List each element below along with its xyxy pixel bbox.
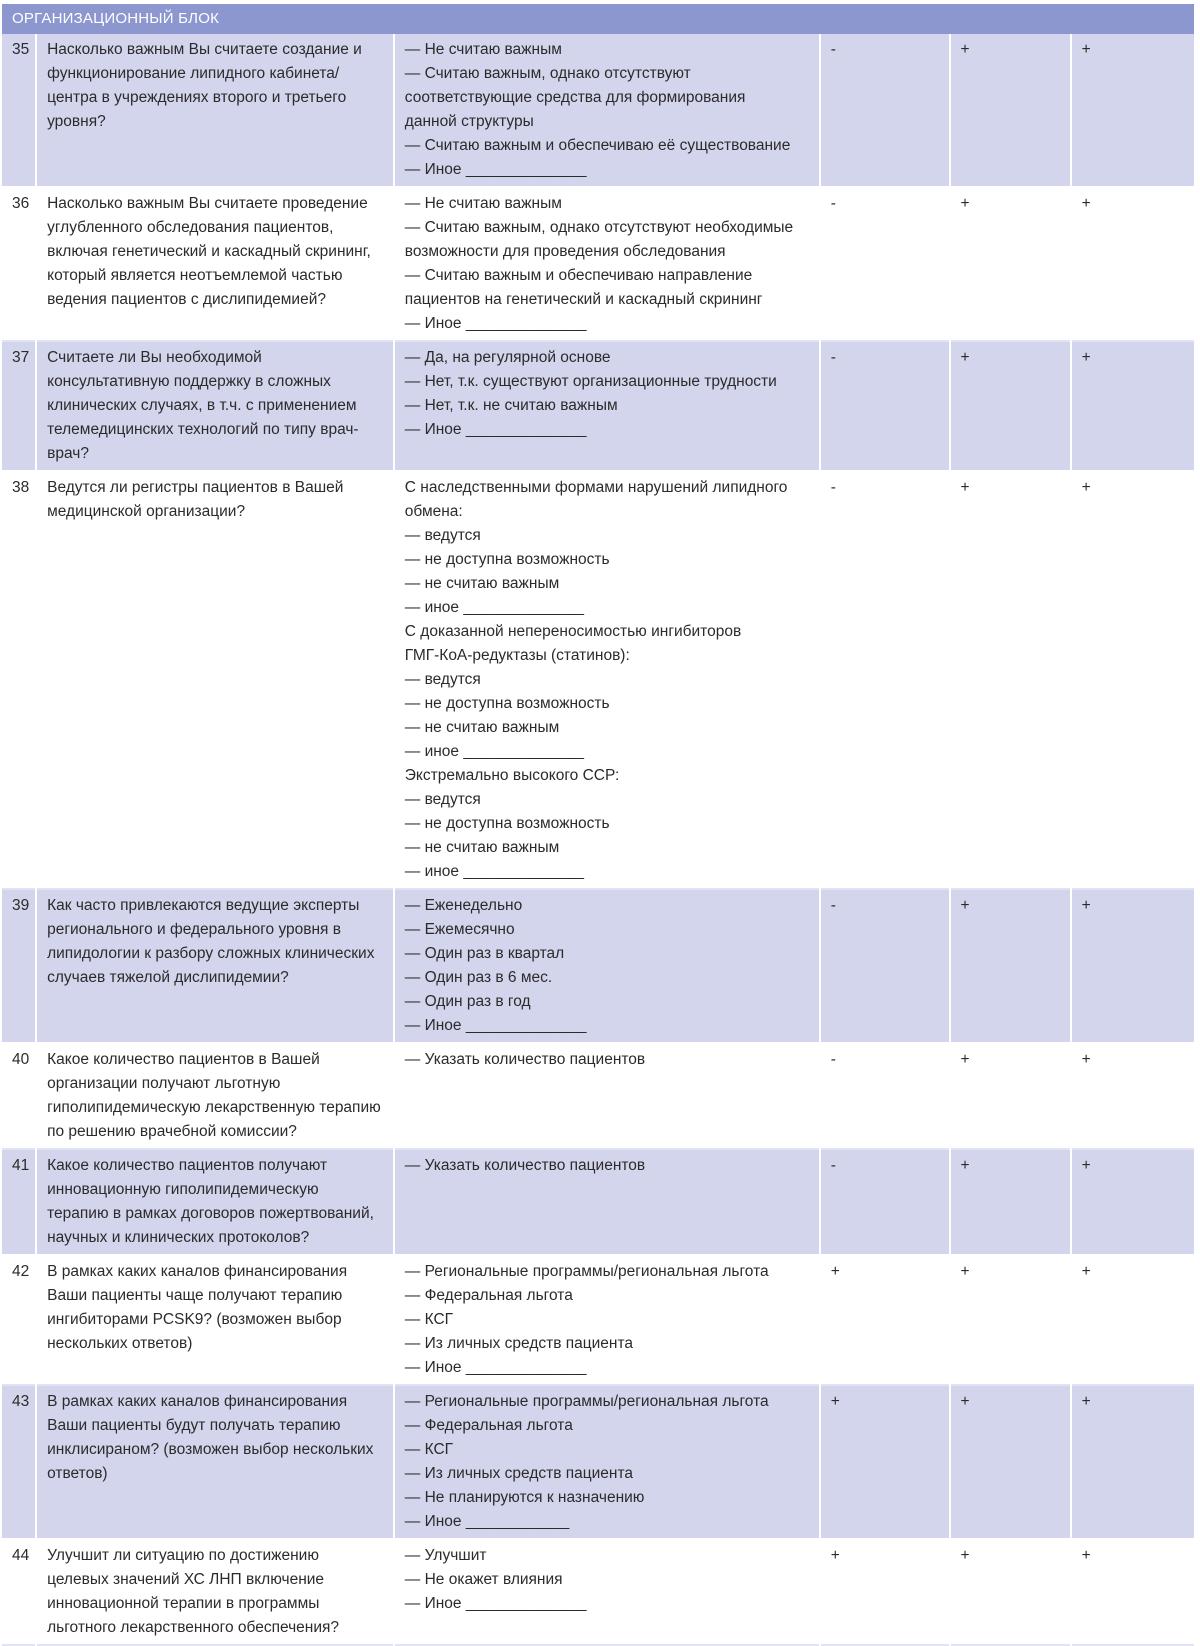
question-text: Считаете ли Вы необходимой консультативную поддержку в сложных клинических случаях, в т.ч. с применением телемедицинских технологий по типу врач-врач?	[36, 341, 394, 471]
mark-symbol: +	[830, 1263, 840, 1280]
answer-option: — Один раз в квартал	[404, 945, 565, 962]
mark-cell	[950, 34, 1071, 187]
mark-cell	[820, 471, 950, 889]
mark-symbol: -	[830, 479, 836, 496]
answer-option: — Ежемесячно	[404, 921, 515, 938]
mark-cell	[1071, 889, 1195, 1043]
mark-cell	[950, 1149, 1071, 1255]
answer-option: — ведутся	[404, 671, 481, 688]
question-text: Насколько важным Вы считаете создание и функционирование липидного кабинета/ центра в учреждениях второго и третьего уровня?	[36, 34, 394, 187]
answer-options	[394, 1385, 820, 1539]
mark-cell	[1071, 187, 1195, 341]
answer-option: — Не окажет влияния	[404, 1571, 563, 1588]
answer-option: возможности для проведения обследования	[404, 243, 726, 260]
answer-option: ГМГ-КоА-редуктазы (статинов):	[404, 647, 630, 664]
answer-options	[394, 1043, 820, 1149]
section-title: ОРГАНИЗАЦИОННЫЙ БЛОК	[2, 4, 1195, 34]
mark-symbol: +	[1081, 1547, 1091, 1564]
questionnaire-table	[2, 4, 1196, 1646]
mark-symbol: +	[960, 479, 970, 496]
question-text: В рамках каких каналов финансирования Ваши пациенты чаще получают терапию ингибиторами PCSK9? (возможен выбор нескольких ответов)	[36, 1255, 394, 1385]
section-header-row	[2, 4, 1195, 34]
mark-symbol: +	[1081, 349, 1091, 366]
table-row	[2, 1539, 1195, 1645]
answer-option: — Нет, т.к. существуют организационные трудности	[404, 373, 777, 390]
mark-cell	[820, 1385, 950, 1539]
mark-cell	[950, 187, 1071, 341]
answer-options	[394, 187, 820, 341]
mark-symbol: +	[960, 195, 970, 212]
answer-option: — Из личных средств пациента	[404, 1465, 634, 1482]
mark-cell	[950, 1043, 1071, 1149]
answer-option: — Не считаю важным	[404, 41, 562, 58]
answer-option: — Считаю важным, однако отсутствуют необходимые	[404, 219, 794, 236]
answer-option: — Иное ____________	[404, 1513, 570, 1530]
answer-option: — ведутся	[404, 527, 481, 544]
mark-cell	[820, 1255, 950, 1385]
question-text: Улучшит ли ситуацию по достижению целевых значений ХС ЛНП включение инновационной терапии в программы льготного лекарственного обеспечения?	[36, 1539, 394, 1645]
answer-option: — Один раз в год	[404, 993, 531, 1010]
question-text: В рамках каких каналов финансирования Ваши пациенты будут получать терапию инклисираном? (возможен выбор нескольких ответов)	[36, 1385, 394, 1539]
question-text: Как часто привлекаются ведущие эксперты регионального и федерального уровня в липидологии к разбору сложных клинических случаев тяжелой дислипидемии?	[36, 889, 394, 1043]
answer-option: — КСГ	[404, 1441, 454, 1458]
answer-option: — Иное ______________	[404, 1359, 587, 1376]
mark-cell	[1071, 34, 1195, 187]
mark-symbol: -	[830, 349, 836, 366]
answer-option: — Иное ______________	[404, 1017, 587, 1034]
answer-option: пациентов на генетический и каскадный скрининг	[404, 291, 763, 308]
question-number: 40	[2, 1043, 36, 1149]
table-row	[2, 34, 1195, 187]
answer-option: — Иное ______________	[404, 1595, 587, 1612]
mark-symbol: -	[830, 1157, 836, 1174]
mark-symbol: -	[830, 1051, 836, 1068]
answer-option: — Иное ______________	[404, 421, 587, 438]
mark-cell	[1071, 1043, 1195, 1149]
table-row	[2, 1385, 1195, 1539]
mark-cell	[820, 34, 950, 187]
answer-option: С наследственными формами нарушений липидного	[404, 479, 788, 496]
answer-option: — Федеральная льгота	[404, 1287, 573, 1304]
mark-cell	[1071, 1149, 1195, 1255]
answer-option: данной структуры	[404, 113, 534, 130]
mark-cell	[950, 341, 1071, 471]
answer-option: — Не считаю важным	[404, 195, 562, 212]
mark-symbol: +	[960, 1157, 970, 1174]
mark-cell	[820, 341, 950, 471]
mark-symbol: +	[1081, 1393, 1091, 1410]
answer-option: — ведутся	[404, 791, 481, 808]
mark-symbol: +	[1081, 897, 1091, 914]
answer-option: С доказанной непереносимостью ингибиторов	[404, 623, 742, 640]
answer-option: — иное ______________	[404, 743, 585, 760]
mark-cell	[1071, 341, 1195, 471]
mark-symbol: +	[960, 1051, 970, 1068]
answer-options	[394, 341, 820, 471]
answer-option: — не считаю важным	[404, 719, 560, 736]
answer-option: — Еженедельно	[404, 897, 523, 914]
answer-option: — Иное ______________	[404, 161, 587, 178]
answer-option: — Не планируются к назначению	[404, 1489, 645, 1506]
table-row	[2, 341, 1195, 471]
answer-option: — Из личных средств пациента	[404, 1335, 634, 1352]
answer-options	[394, 889, 820, 1043]
mark-symbol: +	[1081, 1263, 1091, 1280]
mark-cell	[820, 187, 950, 341]
answer-option: — Иное ______________	[404, 315, 587, 332]
mark-symbol: -	[830, 195, 836, 212]
answer-option: — Улучшит	[404, 1547, 487, 1564]
answer-option: — не доступна возможность	[404, 815, 610, 832]
answer-options	[394, 1539, 820, 1645]
mark-cell	[820, 889, 950, 1043]
question-text: Ведутся ли регистры пациентов в Вашей медицинской организации?	[36, 471, 394, 889]
answer-option: — не считаю важным	[404, 575, 560, 592]
answer-option: Экстремально высокого ССР:	[404, 767, 620, 784]
answer-option: — Федеральная льгота	[404, 1417, 573, 1434]
answer-option: — КСГ	[404, 1311, 454, 1328]
answer-option: — Региональные программы/региональная льгота	[404, 1263, 769, 1280]
answer-option: — Указать количество пациентов	[404, 1157, 646, 1174]
mark-cell	[950, 889, 1071, 1043]
question-number: 39	[2, 889, 36, 1043]
mark-cell	[1071, 1255, 1195, 1385]
table-row	[2, 1149, 1195, 1255]
mark-symbol: +	[1081, 195, 1091, 212]
mark-symbol: +	[960, 1263, 970, 1280]
question-number: 35	[2, 34, 36, 187]
mark-cell	[820, 1539, 950, 1645]
mark-cell	[820, 1149, 950, 1255]
answer-option: соответствующие средства для формирования	[404, 89, 746, 106]
answer-option: — Указать количество пациентов	[404, 1051, 646, 1068]
answer-option: — Один раз в 6 мес.	[404, 969, 553, 986]
mark-symbol: +	[830, 1547, 840, 1564]
mark-cell	[1071, 1539, 1195, 1645]
mark-cell	[950, 1385, 1071, 1539]
answer-option: — не доступна возможность	[404, 695, 610, 712]
question-number: 43	[2, 1385, 36, 1539]
mark-symbol: +	[1081, 1157, 1091, 1174]
answer-option: — иное ______________	[404, 863, 585, 880]
mark-symbol: +	[960, 897, 970, 914]
answer-option: — не доступна возможность	[404, 551, 610, 568]
table-row	[2, 1043, 1195, 1149]
answer-option: — иное ______________	[404, 599, 585, 616]
question-number: 42	[2, 1255, 36, 1385]
question-text: Какое количество пациентов в Вашей организации получают льготную гиполипидемическую лекарственную терапию по решению врачебной комиссии?	[36, 1043, 394, 1149]
answer-option: обмена:	[404, 503, 463, 520]
mark-symbol: +	[830, 1393, 840, 1410]
answer-option: — не считаю важным	[404, 839, 560, 856]
answer-option: — Нет, т.к. не считаю важным	[404, 397, 618, 414]
table-row	[2, 471, 1195, 889]
question-number: 37	[2, 341, 36, 471]
answer-option: — Считаю важным и обеспечиваю её существование	[404, 137, 791, 154]
answer-option: — Региональные программы/региональная льгота	[404, 1393, 769, 1410]
mark-symbol: +	[1081, 1051, 1091, 1068]
answer-option: — Да, на регулярной основе	[404, 349, 611, 366]
table-row	[2, 187, 1195, 341]
question-number: 36	[2, 187, 36, 341]
organizational-block-table	[2, 4, 1196, 1646]
mark-symbol: +	[1081, 41, 1091, 58]
answer-options	[394, 1255, 820, 1385]
mark-cell	[950, 471, 1071, 889]
mark-cell	[1071, 471, 1195, 889]
mark-symbol: +	[960, 1547, 970, 1564]
mark-cell	[1071, 1385, 1195, 1539]
mark-symbol: +	[960, 41, 970, 58]
question-number: 44	[2, 1539, 36, 1645]
table-row	[2, 889, 1195, 1043]
mark-symbol: +	[960, 1393, 970, 1410]
mark-cell	[950, 1539, 1071, 1645]
mark-symbol: +	[960, 349, 970, 366]
mark-cell	[820, 1043, 950, 1149]
question-text: Насколько важным Вы считаете проведение углубленного обследования пациентов, включая генетический и каскадный скрининг, который является неотъемлемой частью ведения пациентов с дислипидемией?	[36, 187, 394, 341]
question-text: Какое количество пациентов получают инновационную гиполипидемическую терапию в рамках договоров пожертвований, научных и клинических протоколов?	[36, 1149, 394, 1255]
answer-option: — Считаю важным и обеспечиваю направление	[404, 267, 753, 284]
table-row	[2, 1255, 1195, 1385]
mark-symbol: -	[830, 897, 836, 914]
question-number: 41	[2, 1149, 36, 1255]
answer-options	[394, 471, 820, 889]
mark-symbol: +	[1081, 479, 1091, 496]
question-number: 38	[2, 471, 36, 889]
answer-options	[394, 34, 820, 187]
mark-symbol: -	[830, 41, 836, 58]
answer-options	[394, 1149, 820, 1255]
answer-option: — Считаю важным, однако отсутствуют	[404, 65, 691, 82]
mark-cell	[950, 1255, 1071, 1385]
